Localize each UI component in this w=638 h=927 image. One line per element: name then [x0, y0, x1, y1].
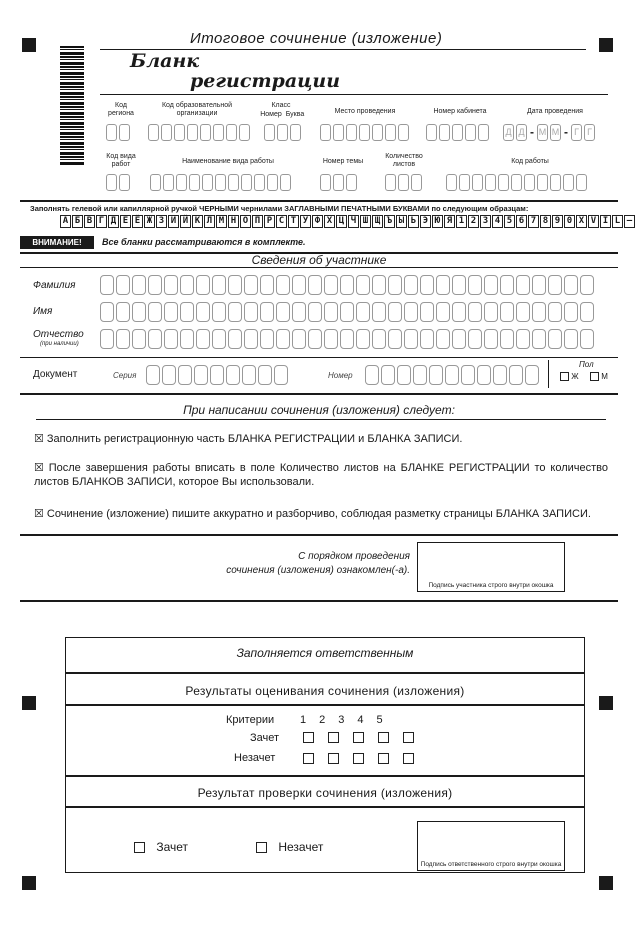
input-cell[interactable]: [500, 329, 514, 349]
input-cell[interactable]: [580, 302, 594, 322]
input-cell[interactable]: [365, 365, 379, 385]
input-cell[interactable]: [500, 302, 514, 322]
sample-char: Б: [72, 215, 83, 228]
barcode: [60, 46, 84, 166]
consent-line1: С порядком проведения: [298, 551, 410, 562]
input-cell[interactable]: [356, 329, 370, 349]
input-cell[interactable]: [468, 302, 482, 322]
criterion-number: 3: [338, 714, 345, 726]
input-cell[interactable]: [196, 329, 210, 349]
sample-char: Р: [264, 215, 275, 228]
input-cell[interactable]: [180, 275, 194, 295]
criterion-fail-checkbox[interactable]: [353, 753, 364, 764]
org-code-label: Код образовательной организации: [161, 102, 233, 117]
name-cells[interactable]: [100, 302, 594, 322]
corner-marker-top-left: [22, 38, 36, 52]
sample-char: X: [576, 215, 587, 228]
form-title-line2: регистрации: [190, 70, 341, 92]
final-fail-checkbox[interactable]: [256, 842, 267, 853]
input-cell[interactable]: [228, 275, 242, 295]
input-cell[interactable]: [516, 329, 530, 349]
work-type-name-label: Наименование вида работы: [182, 158, 274, 165]
responsible-signature-caption: Подпись ответственного строго внутри окошка: [420, 861, 562, 868]
input-cell[interactable]: [388, 302, 402, 322]
input-cell[interactable]: [532, 329, 546, 349]
sex-label: Пол: [579, 360, 594, 369]
input-cell[interactable]: [388, 275, 402, 295]
fail-label: Незачет: [234, 752, 276, 764]
patronymic-cells[interactable]: [100, 329, 594, 349]
input-cell[interactable]: [548, 302, 562, 322]
rules-title: При написании сочинения (изложения) следует:: [183, 403, 455, 417]
responsible-signature-box[interactable]: [417, 821, 565, 871]
input-cell[interactable]: [420, 275, 434, 295]
input-cell[interactable]: [260, 329, 274, 349]
date-cells[interactable]: Д Д - М М - Г Г: [503, 124, 595, 141]
input-cell[interactable]: [564, 275, 578, 295]
sample-char: 0: [564, 215, 575, 228]
sex-male-option[interactable]: М: [590, 372, 608, 381]
sample-char: 1: [456, 215, 467, 228]
form-header-title: Итоговое сочинение (изложение): [190, 30, 443, 47]
input-cell[interactable]: [404, 275, 418, 295]
input-cell[interactable]: [356, 302, 370, 322]
input-cell[interactable]: [178, 365, 192, 385]
input-cell[interactable]: [308, 275, 322, 295]
sample-characters: [60, 215, 635, 228]
sample-char: У: [300, 215, 311, 228]
input-cell[interactable]: [564, 329, 578, 349]
sample-char: И: [168, 215, 179, 228]
sample-char: Л: [204, 215, 215, 228]
sample-char: 9: [552, 215, 563, 228]
topic-number-cells[interactable]: [320, 174, 357, 191]
input-cell[interactable]: [210, 365, 224, 385]
input-cell[interactable]: [260, 302, 274, 322]
input-cell[interactable]: [244, 329, 258, 349]
input-cell[interactable]: [308, 302, 322, 322]
input-cell[interactable]: [436, 329, 450, 349]
input-cell[interactable]: [413, 365, 427, 385]
sample-char: М: [216, 215, 227, 228]
surname-cells[interactable]: [100, 275, 594, 295]
criterion-fail-checkbox[interactable]: [403, 753, 414, 764]
input-cell[interactable]: [180, 329, 194, 349]
criteria-numbers: [300, 714, 383, 726]
input-cell[interactable]: [420, 302, 434, 322]
criterion-number: 5: [376, 714, 383, 726]
class-letter-label: Буква: [285, 111, 305, 118]
input-cell[interactable]: [226, 365, 240, 385]
participant-section-title: Сведения об участнике: [251, 253, 387, 267]
input-cell[interactable]: [164, 275, 178, 295]
name-label: Имя: [33, 306, 53, 317]
input-cell[interactable]: [516, 302, 530, 322]
document-label: Документ: [33, 369, 78, 380]
region-code-cells[interactable]: [106, 124, 130, 141]
input-cell[interactable]: [164, 302, 178, 322]
sample-char: –: [624, 215, 635, 228]
input-cell[interactable]: [228, 329, 242, 349]
sample-char: Ю: [432, 215, 443, 228]
input-cell[interactable]: [324, 302, 338, 322]
sample-char: Г: [96, 215, 107, 228]
sample-char: З: [156, 215, 167, 228]
input-cell[interactable]: [132, 302, 146, 322]
work-type-name-cells[interactable]: [150, 174, 291, 191]
input-cell[interactable]: [532, 302, 546, 322]
input-cell[interactable]: [509, 365, 523, 385]
input-cell[interactable]: [477, 365, 491, 385]
final-fail-option[interactable]: Незачет: [256, 840, 323, 854]
patronymic-label: Отчество: [33, 329, 84, 340]
input-cell[interactable]: [162, 365, 176, 385]
criterion-pass-checkbox[interactable]: [353, 732, 364, 743]
input-cell[interactable]: [100, 275, 114, 295]
number-cells[interactable]: [365, 365, 539, 385]
class-number-label: Номер: [260, 111, 282, 118]
participant-signature-box[interactable]: [417, 542, 565, 592]
rule-item-1: ☒ Заполнить регистрационную часть БЛАНКА РЕГИСТРАЦИИ и БЛАНКА ЗАПИСИ.: [34, 433, 463, 445]
input-cell[interactable]: [148, 302, 162, 322]
corner-marker-top-right: [599, 38, 613, 52]
sample-char: С: [276, 215, 287, 228]
input-cell[interactable]: [276, 302, 290, 322]
input-cell[interactable]: [429, 365, 443, 385]
corner-marker-mid-left: [22, 696, 36, 710]
sample-char: Н: [228, 215, 239, 228]
pass-checkboxes[interactable]: [303, 732, 414, 743]
input-cell[interactable]: [196, 275, 210, 295]
check-result-title: Результат проверки сочинения (изложения): [197, 786, 453, 800]
sample-char: Ц: [336, 215, 347, 228]
input-cell[interactable]: [148, 275, 162, 295]
criteria-label: Критерии: [226, 714, 275, 726]
input-cell[interactable]: [340, 275, 354, 295]
corner-marker-mid-right: [599, 696, 613, 710]
input-cell[interactable]: [340, 302, 354, 322]
sample-char: Ш: [360, 215, 371, 228]
sample-char: В: [84, 215, 95, 228]
input-cell[interactable]: [436, 275, 450, 295]
work-type-code-cells[interactable]: [106, 174, 130, 191]
input-cell[interactable]: [532, 275, 546, 295]
sample-char: А: [60, 215, 71, 228]
sample-char: Ы: [396, 215, 407, 228]
attention-badge: ВНИМАНИЕ!: [20, 236, 94, 249]
input-cell[interactable]: [132, 275, 146, 295]
series-label: Серия: [113, 371, 137, 380]
input-cell[interactable]: [276, 329, 290, 349]
input-cell[interactable]: [500, 275, 514, 295]
input-cell[interactable]: [397, 365, 411, 385]
input-cell[interactable]: [100, 302, 114, 322]
series-cells[interactable]: [146, 365, 288, 385]
input-cell[interactable]: [404, 329, 418, 349]
input-cell[interactable]: [452, 275, 466, 295]
input-cell[interactable]: [461, 365, 475, 385]
sample-char: 8: [540, 215, 551, 228]
input-cell[interactable]: [148, 329, 162, 349]
sample-char: Ж: [144, 215, 155, 228]
sample-char: Т: [288, 215, 299, 228]
input-cell[interactable]: [100, 329, 114, 349]
sample-char: Ъ: [384, 215, 395, 228]
class-label: Класс: [271, 102, 291, 109]
topic-number-label: Номер темы: [322, 158, 364, 165]
input-cell[interactable]: [580, 275, 594, 295]
input-cell[interactable]: [132, 329, 146, 349]
input-cell[interactable]: [468, 329, 482, 349]
sample-char: 7: [528, 215, 539, 228]
corner-marker-bottom-right: [599, 876, 613, 890]
input-cell[interactable]: [564, 302, 578, 322]
sheet-count-label: Количество листов: [385, 153, 423, 168]
input-cell[interactable]: [580, 329, 594, 349]
input-cell[interactable]: [404, 302, 418, 322]
sample-char: Е: [120, 215, 131, 228]
participant-signature-caption: Подпись участника строго внутри окошка: [428, 582, 554, 589]
input-cell[interactable]: [260, 275, 274, 295]
work-code-cells[interactable]: [446, 174, 587, 191]
number-label: Номер: [328, 371, 353, 380]
work-type-code-label: Код вида работ: [106, 153, 136, 168]
sex-male-checkbox[interactable]: [590, 372, 599, 381]
org-code-cells[interactable]: [148, 124, 250, 141]
input-cell[interactable]: [212, 329, 226, 349]
input-cell[interactable]: [356, 275, 370, 295]
input-cell[interactable]: [372, 302, 386, 322]
input-cell[interactable]: [116, 275, 130, 295]
input-cell[interactable]: [244, 275, 258, 295]
input-cell[interactable]: [548, 329, 562, 349]
corner-marker-bottom-left: [22, 876, 36, 890]
criterion-pass-checkbox[interactable]: [303, 732, 314, 743]
criterion-pass-checkbox[interactable]: [328, 732, 339, 743]
sample-char: 3: [480, 215, 491, 228]
attention-text: Все бланки рассматриваются в комплекте.: [102, 237, 306, 247]
sex-female-option[interactable]: Ж: [560, 372, 579, 381]
sample-char: Ь: [408, 215, 419, 228]
responsible-title: Заполняется ответственным: [236, 646, 414, 660]
sample-char: 4: [492, 215, 503, 228]
sample-char: Х: [324, 215, 335, 228]
input-cell[interactable]: [493, 365, 507, 385]
criterion-number: 2: [319, 714, 326, 726]
form-title-line1: Бланк: [130, 50, 200, 72]
input-cell[interactable]: [445, 365, 459, 385]
input-cell[interactable]: [452, 329, 466, 349]
date-label: Дата проведения: [527, 108, 583, 115]
room-label: Номер кабинета: [433, 108, 487, 115]
sample-char: Ё: [132, 215, 143, 228]
sample-char: Д: [108, 215, 119, 228]
input-cell[interactable]: [420, 329, 434, 349]
sample-char: Й: [180, 215, 191, 228]
sample-char: П: [252, 215, 263, 228]
input-cell[interactable]: [242, 365, 256, 385]
work-code-label: Код работы: [511, 158, 549, 165]
sheet-count-cells[interactable]: [385, 174, 422, 191]
sample-char: V: [588, 215, 599, 228]
sex-female-checkbox[interactable]: [560, 372, 569, 381]
input-cell[interactable]: [292, 329, 306, 349]
input-cell[interactable]: [276, 275, 290, 295]
sample-char: L: [612, 215, 623, 228]
sample-char: О: [240, 215, 251, 228]
input-cell[interactable]: [196, 302, 210, 322]
input-cell[interactable]: [212, 302, 226, 322]
input-cell[interactable]: [308, 329, 322, 349]
input-cell[interactable]: [164, 329, 178, 349]
input-cell[interactable]: [180, 302, 194, 322]
region-code-label: Код региона: [108, 102, 134, 117]
room-cells[interactable]: [426, 124, 489, 141]
input-cell[interactable]: [452, 302, 466, 322]
sample-char: Ф: [312, 215, 323, 228]
rule-item-3: ☒ Сочинение (изложение) пишите аккуратно и разборчиво, соблюдая разметку страницы БЛАНКА ЗАПИСИ.: [34, 508, 591, 520]
input-cell[interactable]: [436, 302, 450, 322]
input-cell[interactable]: [516, 275, 530, 295]
input-cell[interactable]: [381, 365, 395, 385]
fill-instructions: Заполнять гелевой или капиллярной ручкой ЧЕРНЫМИ чернилами ЗАГЛАВНЫМИ ПЕЧАТНЫМИ БУКВАМИ по следующим образцам:: [30, 204, 529, 213]
input-cell[interactable]: [292, 302, 306, 322]
input-cell[interactable]: [194, 365, 208, 385]
criterion-fail-checkbox[interactable]: [303, 753, 314, 764]
venue-label: Место проведения: [334, 108, 396, 115]
input-cell[interactable]: [146, 365, 160, 385]
input-cell[interactable]: [388, 329, 402, 349]
input-cell[interactable]: [258, 365, 272, 385]
rule-item-2: ☒ После завершения работы вписать в поле Количество листов на БЛАНКЕ РЕГИСТРАЦИИ то количество листов БЛАНКОВ ЗАПИСИ, которое Вы использовали.: [34, 462, 608, 488]
final-pass-checkbox[interactable]: [134, 842, 145, 853]
input-cell[interactable]: [116, 302, 130, 322]
sample-char: I: [600, 215, 611, 228]
input-cell[interactable]: [116, 329, 130, 349]
input-cell[interactable]: [244, 302, 258, 322]
sample-char: Щ: [372, 215, 383, 228]
input-cell[interactable]: [324, 329, 338, 349]
sample-char: 6: [516, 215, 527, 228]
input-cell[interactable]: [372, 275, 386, 295]
surname-label: Фамилия: [33, 280, 76, 291]
criterion-number: 1: [300, 714, 307, 726]
input-cell[interactable]: [228, 302, 242, 322]
input-cell[interactable]: [292, 275, 306, 295]
sample-char: Ч: [348, 215, 359, 228]
sample-char: 2: [468, 215, 479, 228]
input-cell[interactable]: [468, 275, 482, 295]
criterion-pass-checkbox[interactable]: [403, 732, 414, 743]
consent-line2: сочинения (изложения) ознакомлен(-а).: [226, 565, 410, 576]
input-cell[interactable]: [484, 329, 498, 349]
criterion-pass-checkbox[interactable]: [378, 732, 389, 743]
input-cell[interactable]: [548, 275, 562, 295]
input-cell[interactable]: [340, 329, 354, 349]
results-title: Результаты оценивания сочинения (изложения): [185, 684, 465, 698]
input-cell[interactable]: [484, 275, 498, 295]
class-cells[interactable]: [264, 124, 301, 141]
pass-label: Зачет: [250, 732, 280, 744]
criterion-fail-checkbox[interactable]: [328, 753, 339, 764]
final-pass-option[interactable]: Зачет: [134, 840, 188, 854]
input-cell[interactable]: [525, 365, 539, 385]
input-cell[interactable]: [274, 365, 288, 385]
input-cell[interactable]: [484, 302, 498, 322]
criterion-fail-checkbox[interactable]: [378, 753, 389, 764]
input-cell[interactable]: [212, 275, 226, 295]
input-cell[interactable]: [324, 275, 338, 295]
fail-checkboxes[interactable]: [303, 753, 414, 764]
sample-char: Э: [420, 215, 431, 228]
venue-cells[interactable]: [320, 124, 409, 141]
sample-char: К: [192, 215, 203, 228]
sample-char: 5: [504, 215, 515, 228]
criterion-number: 4: [357, 714, 364, 726]
sample-char: Я: [444, 215, 455, 228]
patronymic-note: (при наличии): [40, 341, 79, 347]
input-cell[interactable]: [372, 329, 386, 349]
